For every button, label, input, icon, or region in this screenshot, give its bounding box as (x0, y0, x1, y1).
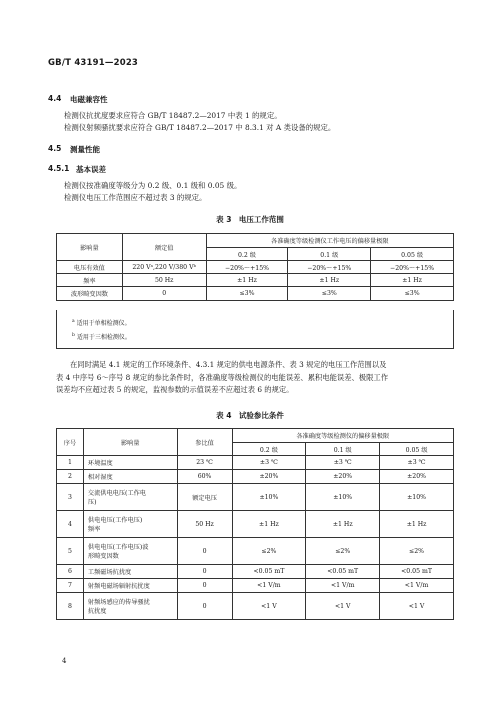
cell-limit: ±1 Hz (206, 274, 288, 287)
grade-header: 0.05 级 (380, 443, 454, 456)
cell-limit: ±10% (232, 484, 306, 511)
cell-seq: 1 (57, 456, 84, 470)
section-number: 4.5 (48, 144, 62, 153)
cell-line: 环境温度 (87, 460, 113, 467)
cell-line: 抗扰度 (87, 608, 107, 615)
cell-line: 射频场感应的传导骚扰 (87, 599, 150, 606)
table-note (72, 318, 131, 327)
cell-seq: 2 (57, 470, 84, 484)
body-paragraph (56, 359, 454, 397)
cell-limit: ±20% (306, 470, 380, 484)
cell-limit: −20%～+15% (206, 261, 288, 274)
table-row (57, 579, 454, 593)
section-4-4-text (64, 110, 454, 134)
cell-ref: 额定电压 (177, 484, 232, 511)
standard-number: GB/T 43191—2023 (48, 58, 139, 68)
section-title: 基本误差 (76, 165, 106, 174)
section-4-5-heading (0, 144, 500, 154)
cell-influence (83, 579, 177, 593)
cell-limit: ±10% (380, 484, 454, 511)
grade-header: 0.05 级 (371, 248, 454, 261)
table-row (57, 261, 454, 274)
text-line: 在同时满足 4.1 规定的工作环境条件、4.3.1 规定的供电电源条件、表 3 规定的电压工作范围以及 (70, 360, 387, 369)
table-row (57, 511, 454, 538)
table-4 (56, 428, 454, 620)
grade-header: 0.1 级 (306, 443, 380, 456)
text-line: 检测仪抗扰度要求应符合 GB/T 18487.2—2017 中表 1 的规定。 (64, 111, 282, 120)
table-row (57, 470, 454, 484)
cell-influence (83, 484, 177, 511)
cell-line: 形畸变因数 (87, 553, 119, 560)
grade-header: 0.2 级 (232, 443, 306, 456)
table-row (57, 287, 454, 301)
section-number: 4.5.1 (48, 164, 70, 173)
text-line: 检测仪按准确度等级分为 0.2 级、0.1 级和 0.05 级。 (64, 181, 242, 190)
cell-limit: ±3 ℃ (232, 456, 306, 470)
table-row (57, 456, 454, 470)
section-4-5-1-heading (0, 164, 500, 174)
cell-limit: ≤2% (380, 538, 454, 565)
text-line: 误差均不应超过表 5 的规定，监视参数的示值误差不应超过表 6 的规定。 (56, 385, 294, 394)
cell-limit: ±10% (306, 484, 380, 511)
note-text: 适用于三相检测仪。 (76, 334, 131, 341)
section-4-5-1-text (64, 180, 454, 204)
cell-limit: <0.05 mT (232, 565, 306, 579)
cell-ref: 23 ℃ (177, 456, 232, 470)
cell-limit: ±3 ℃ (306, 456, 380, 470)
cell-influence (83, 538, 177, 565)
cell-ref: 0 (177, 593, 232, 620)
cell-ref: 0 (177, 538, 232, 565)
cell-limit: ±3 ℃ (380, 456, 454, 470)
section-number: 4.4 (48, 94, 62, 103)
cell-seq: 6 (57, 565, 84, 579)
table-3-notes-box (56, 310, 454, 349)
cell-line: 相对湿度 (87, 474, 113, 481)
cell-seq: 4 (57, 511, 84, 538)
cell-ref: 50 Hz (177, 511, 232, 538)
col-header-rated: 额定值 (122, 234, 206, 261)
section-title: 电磁兼容性 (70, 95, 108, 104)
cell-seq: 3 (57, 484, 84, 511)
table-row (57, 274, 454, 287)
cell-limit: <1 V/m (380, 579, 454, 593)
cell-influence: 电压有效值 (57, 261, 123, 274)
col-header-influence: 影响量 (83, 429, 177, 456)
cell-limit: <1 V (232, 593, 306, 620)
cell-seq: 5 (57, 538, 84, 565)
cell-limit: ±20% (232, 470, 306, 484)
col-header-group: 各准确度等级检测仪的偏移量极限 (232, 429, 454, 443)
cell-limit: <0.05 mT (380, 565, 454, 579)
cell-line: 频率 (87, 526, 101, 533)
cell-limit: <1 V/m (306, 579, 380, 593)
cell-line: 供电电压(工作电压)波 (87, 544, 149, 551)
cell-limit: ±1 Hz (232, 511, 306, 538)
cell-rated: 0 (122, 287, 206, 301)
col-header-ref: 参比值 (177, 429, 232, 456)
cell-ref: 0 (177, 565, 232, 579)
col-header-group: 各准确度等级检测仪工作电压的偏移量极限 (206, 234, 453, 248)
cell-limit: ±1 Hz (380, 511, 454, 538)
table-note (72, 332, 131, 341)
table-row (57, 538, 454, 565)
cell-influence (83, 565, 177, 579)
cell-line: 供电电压(工作电压) (87, 517, 143, 524)
cell-limit: ≤3% (288, 287, 371, 301)
cell-limit: ≤3% (371, 287, 454, 301)
cell-seq: 7 (57, 579, 84, 593)
cell-line: 工频磁场抗扰度 (87, 569, 132, 576)
cell-line: 交流供电电压(工作电 (87, 490, 147, 497)
cell-limit: ±1 Hz (288, 274, 371, 287)
cell-line: 射频电磁场辐射抗扰度 (87, 583, 150, 590)
cell-limit: <0.05 mT (306, 565, 380, 579)
cell-influence: 波形畸变因数 (57, 287, 123, 301)
table-3-caption: 表 3 电压工作范围 (216, 215, 284, 224)
page-number: 4 (62, 657, 67, 665)
cell-rated: 220 Vᵃ,220 V/380 Vᵇ (122, 261, 206, 274)
cell-limit: <1 V (380, 593, 454, 620)
cell-limit: <1 V/m (232, 579, 306, 593)
cell-limit: ±1 Hz (371, 274, 454, 287)
grade-header: 0.1 级 (288, 248, 371, 261)
cell-limit: ≤2% (306, 538, 380, 565)
note-mark: b (72, 333, 75, 338)
grade-header: 0.2 级 (206, 248, 288, 261)
cell-limit: ±20% (380, 470, 454, 484)
cell-limit: −20%～+15% (288, 261, 371, 274)
section-title: 测量性能 (70, 145, 100, 154)
cell-limit: ≤2% (232, 538, 306, 565)
col-header-influence: 影响量 (57, 234, 123, 261)
cell-limit: <1 V (306, 593, 380, 620)
table-row (57, 484, 454, 511)
table-3 (56, 233, 454, 301)
text-line: 检测仪射频骚扰要求应符合 GB/T 18487.2—2017 中 8.3.1 对 A 类设备的规定。 (64, 123, 336, 132)
table-4-caption: 表 4 试验参比条件 (216, 411, 284, 420)
note-mark: a (72, 319, 75, 324)
cell-limit: −20%～+15% (371, 261, 454, 274)
cell-influence (83, 511, 177, 538)
text-line: 表 4 中序号 6～序号 8 规定的参比条件时，各准确度等级检测仪的电能误差、累积电能误差、极限工作 (56, 372, 388, 382)
cell-limit: ≤3% (206, 287, 288, 301)
cell-influence: 频率 (57, 274, 123, 287)
cell-limit: ±1 Hz (306, 511, 380, 538)
cell-influence (83, 470, 177, 484)
table-row (57, 593, 454, 620)
cell-seq: 8 (57, 593, 84, 620)
cell-influence (83, 593, 177, 620)
cell-ref: 0 (177, 579, 232, 593)
section-4-4-heading (0, 94, 500, 104)
cell-rated: 50 Hz (122, 274, 206, 287)
col-header-seq: 序号 (57, 429, 84, 456)
cell-influence (83, 456, 177, 470)
cell-line: 压) (87, 499, 97, 506)
text-line: 检测仪电压工作范围应不超过表 3 的规定。 (64, 193, 207, 202)
note-text: 适用于单相检测仪。 (76, 320, 131, 327)
table-row (57, 565, 454, 579)
cell-ref: 60% (177, 470, 232, 484)
